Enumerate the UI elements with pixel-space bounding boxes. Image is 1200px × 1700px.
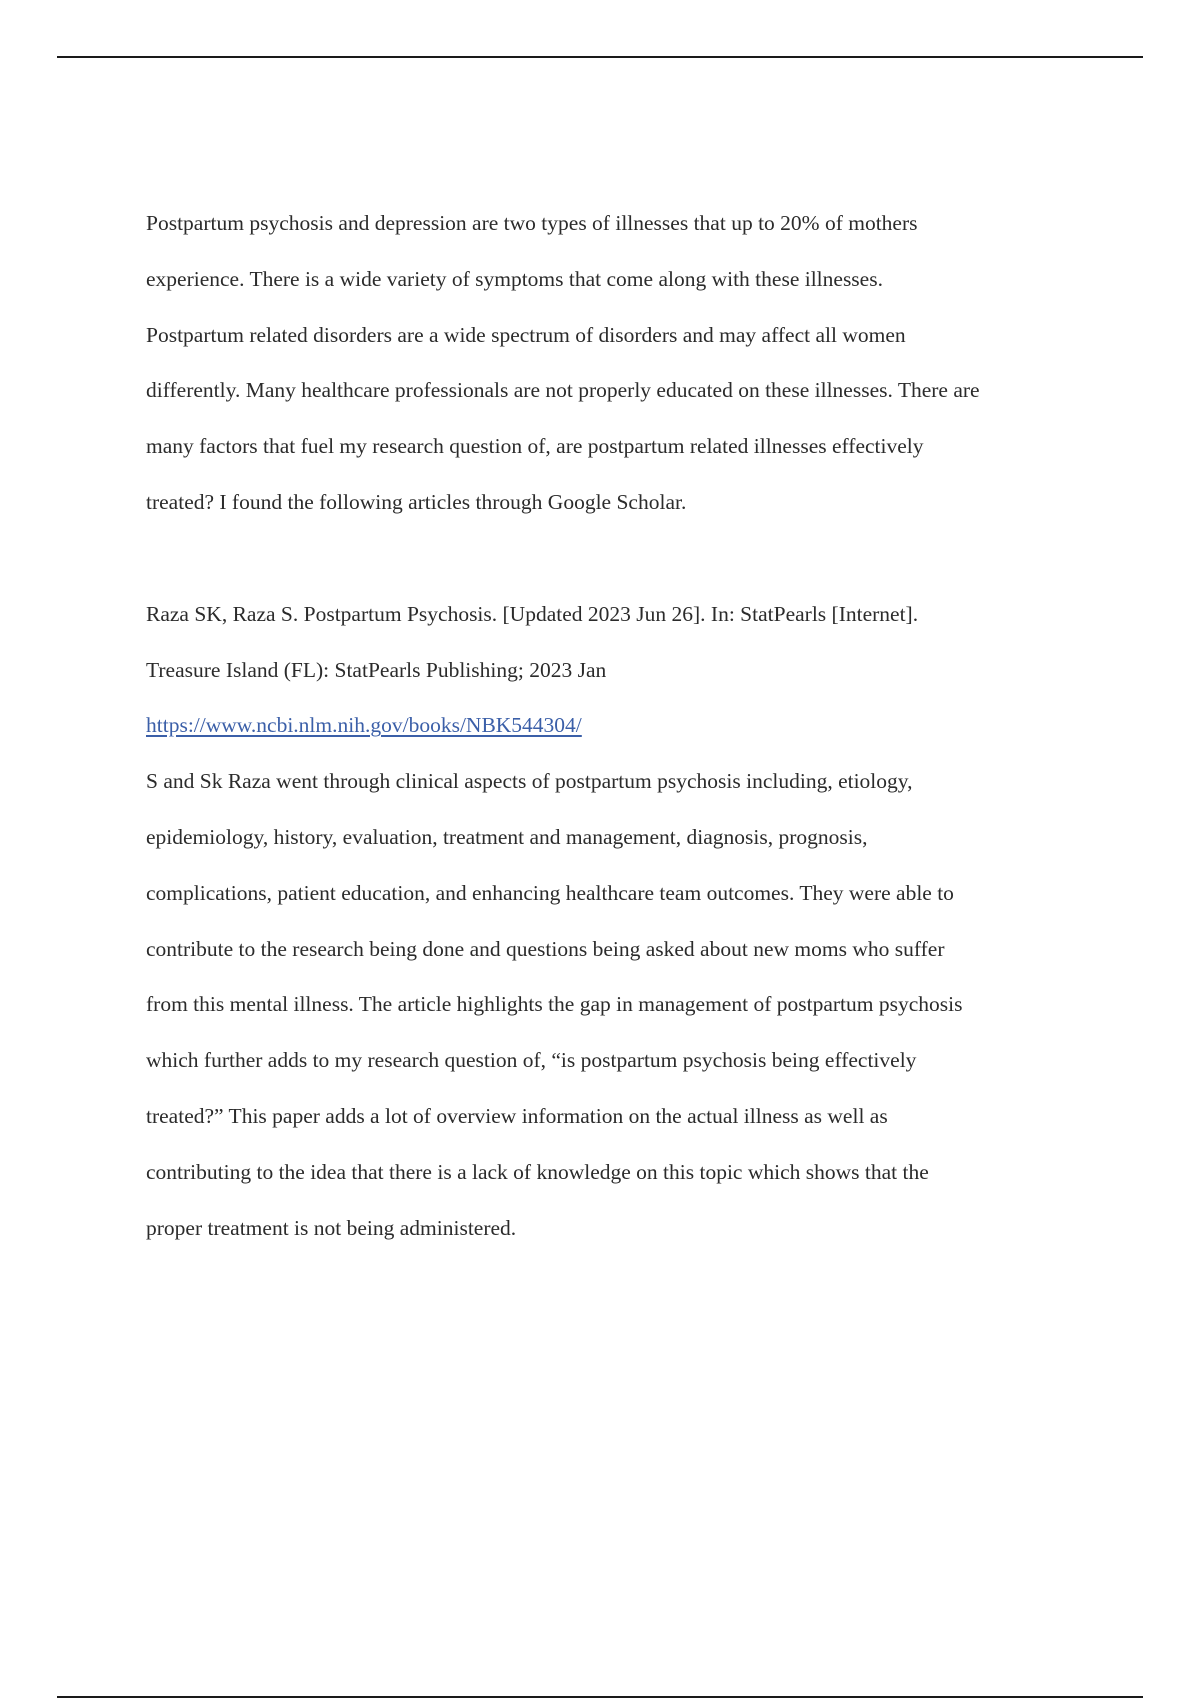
paragraph-spacer bbox=[146, 531, 1106, 587]
summary-line: complications, patient education, and enhancing healthcare team outcomes. They were able to bbox=[146, 880, 954, 905]
summary-line: proper treatment is not being administered. bbox=[146, 1215, 517, 1240]
intro-line: Postpartum psychosis and depression are two types of illnesses that up to 20% of mothers bbox=[146, 211, 918, 235]
intro-line: experience. There is a wide variety of symptoms that come along with these illnesses. bbox=[146, 266, 883, 291]
footer-rule bbox=[57, 1696, 1143, 1698]
summary-line: from this mental illness. The article highlights the gap in management of postpartum psychosis bbox=[146, 992, 963, 1017]
header-rule bbox=[57, 56, 1143, 58]
summary-line: contribute to the research being done and questions being asked about new moms who suffer bbox=[146, 936, 945, 961]
citation-line: Raza SK, Raza S. Postpartum Psychosis. [Updated 2023 Jun 26]. In: StatPearls [Internet]. bbox=[146, 601, 919, 626]
citation-url-link[interactable]: https://www.ncbi.nlm.nih.gov/books/NBK544304/ bbox=[146, 713, 582, 738]
intro-line: many factors that fuel my research question of, are postpartum related illnesses effectively bbox=[146, 434, 924, 459]
intro-line: Postpartum related disorders are a wide spectrum of disorders and may affect all women bbox=[146, 322, 906, 347]
citation-line: Treasure Island (FL): StatPearls Publishing; 2023 Jan bbox=[146, 657, 607, 682]
intro-line: differently. Many healthcare professionals are not properly educated on these illnesses. There are bbox=[146, 378, 980, 403]
intro-line: treated? I found the following articles through Google Scholar. bbox=[146, 489, 687, 514]
document-body bbox=[146, 196, 1106, 1256]
summary-line: treated?” This paper adds a lot of overview information on the actual illness as well as bbox=[146, 1103, 888, 1128]
summary-line: S and Sk Raza went through clinical aspects of postpartum psychosis including, etiology, bbox=[146, 769, 913, 794]
citation bbox=[146, 587, 1106, 754]
summary-paragraph bbox=[146, 754, 1106, 1256]
summary-line: contributing to the idea that there is a lack of knowledge on this topic which shows that the bbox=[146, 1159, 929, 1184]
intro-paragraph bbox=[146, 196, 1106, 531]
summary-line: which further adds to my research question of, “is postpartum psychosis being effectively bbox=[146, 1048, 917, 1073]
summary-line: epidemiology, history, evaluation, treatment and management, diagnosis, prognosis, bbox=[146, 824, 868, 849]
